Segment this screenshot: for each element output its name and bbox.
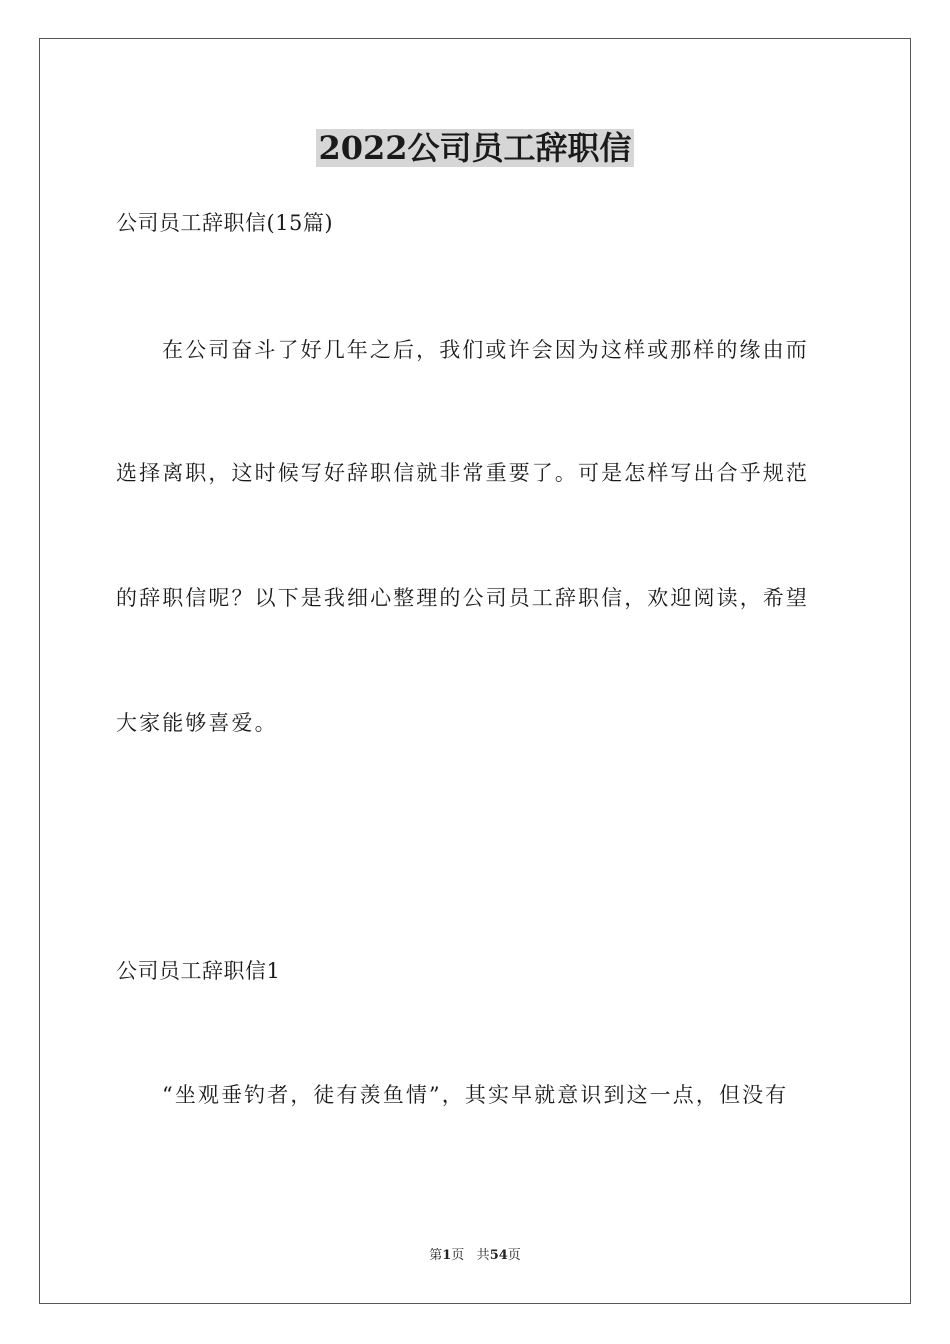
- section-heading: 公司员工辞职信1: [116, 959, 281, 983]
- document-title-text: 2022公司员工辞职信: [318, 129, 632, 167]
- footer-page-number: 1: [442, 1248, 452, 1263]
- footer-total-prefix: 共: [476, 1248, 490, 1263]
- footer-total-suffix: 页: [507, 1248, 521, 1263]
- paragraph-line: 选择离职，这时候写好辞职信就非常重要了。可是怎样写出合乎规范: [116, 461, 809, 485]
- footer-total-pages: 54: [489, 1248, 508, 1263]
- paragraph-line: “坐观垂钓者，徒有羡鱼情”，其实早就意识到这一点，但没有: [162, 1083, 789, 1107]
- paragraph-line: 在公司奋斗了好几年之后，我们或许会因为这样或那样的缘由而: [162, 338, 809, 362]
- footer-page-suffix: 页: [451, 1248, 465, 1263]
- paragraph-line: 大家能够喜爱。: [116, 711, 278, 735]
- document-subtitle: 公司员工辞职信(15篇): [116, 211, 334, 235]
- footer-page-prefix: 第: [429, 1248, 443, 1263]
- page-footer: [0, 1247, 950, 1265]
- document-title: [0, 126, 950, 170]
- paragraph-line: 的辞职信呢？以下是我细心整理的公司员工辞职信，欢迎阅读，希望: [116, 586, 809, 610]
